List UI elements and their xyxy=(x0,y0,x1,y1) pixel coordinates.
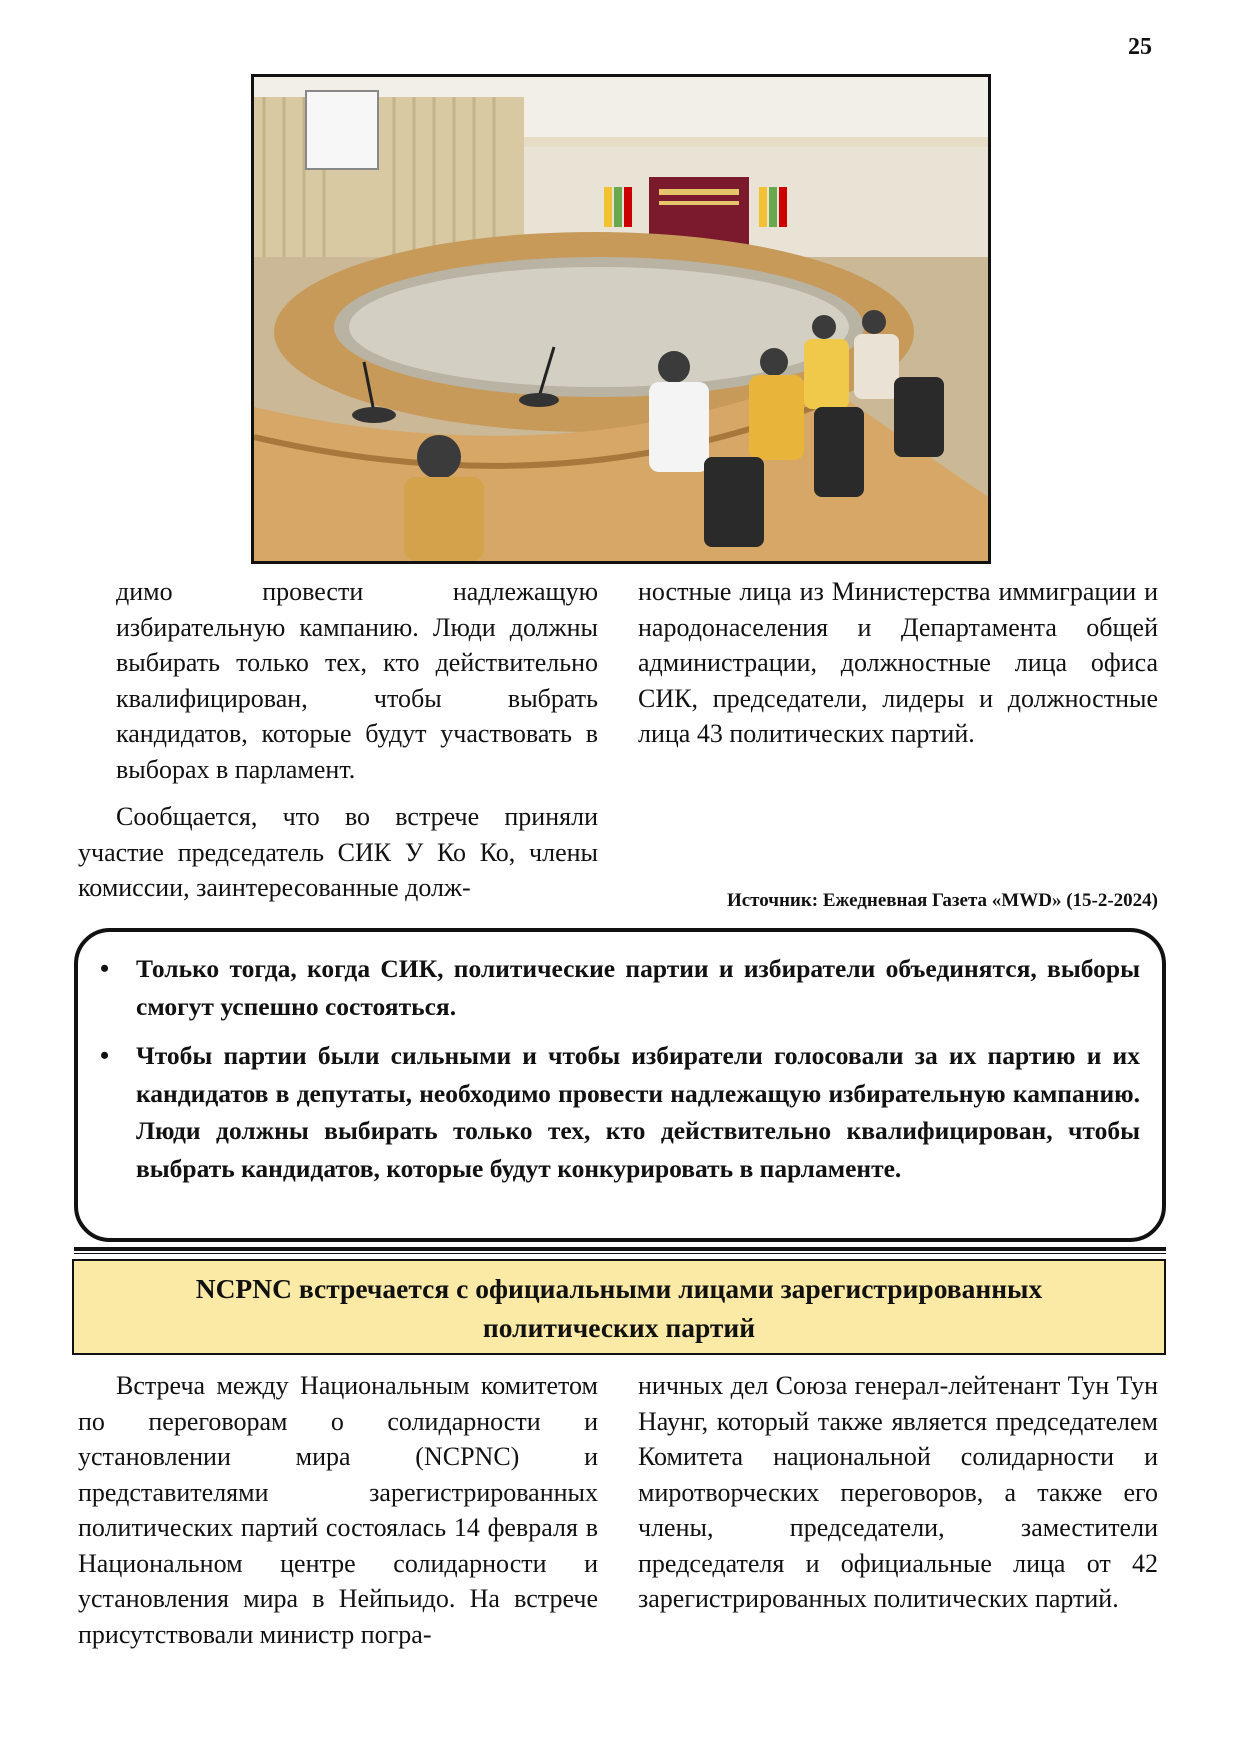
article1-left-paragraph-2: Сообщается, что во встрече приняли участие председатель СИК У Ко Ко, члены комиссии, заинтересованные долж- xyxy=(78,802,598,902)
article1-right-paragraph-1: ностные лица из Министерства иммиграции и народонаселения и Департамента общей администрации, должностные лица офиса СИК, председатели, лидеры и должностные лица 43 политических партий. xyxy=(638,577,1158,748)
article2-headline xyxy=(72,1259,1166,1355)
key-point-text: Чтобы партии были сильными и чтобы избиратели голосовали за их партию и их кандидатов в депутаты, необходимо провести надлежащую избирательную кампанию. Люди должны выбирать только тех, кто действительно квалифицирован, чтобы выбрать кандидатов, которые будут конкурировать в парламенте. xyxy=(136,1041,1140,1183)
key-points-box xyxy=(74,928,1166,1242)
key-points-list xyxy=(100,950,1140,1187)
key-point-item xyxy=(100,950,1140,1025)
article2-left-paragraph-1: Встреча между Национальным комитетом по переговорам о солидарности и установлении мира (NCPNC) и представителями зарегистрированных политических партий состоялась 14 февраля в Национальном центре солидарности и установления мира в Нейпьидо. На встрече присутствовали министр погра- xyxy=(78,1371,598,1649)
meeting-photo xyxy=(251,74,991,564)
conference-hall-photo-icon xyxy=(254,77,988,561)
key-point-item xyxy=(100,1037,1140,1187)
article2-right-column xyxy=(638,1368,1158,1617)
bullet-icon: • xyxy=(100,954,110,983)
article1-left-paragraph-1: димо провести надлежащую избирательную кампанию. Люди должны выбирать только тех, кто действительно квалифицирован, чтобы выбрать кандидатов, которые будут участвовать в выборах в парламент. xyxy=(116,577,598,784)
key-point-text: Только тогда, когда СИК, политические партии и избиратели объединятся, выборы смогут успешно состояться. xyxy=(136,954,1140,1021)
article2-left-column xyxy=(78,1368,598,1652)
article1-left-column xyxy=(78,574,598,906)
page-number: 25 xyxy=(1128,34,1152,60)
article2-right-paragraph-1: ничных дел Союза генерал-лейтенант Тун Тун Наунг, который также является председателем Комитета национальной солидарности и миротворческих переговоров, а также его члены, председатели, заместители председателя и официальные лица от 42 зарегистрированных политических партий. xyxy=(638,1371,1158,1613)
bullet-icon: • xyxy=(100,1041,110,1070)
source-citation: Источник: Ежедневная Газета «MWD» (15-2-2024) xyxy=(726,890,1158,911)
section-divider-thin xyxy=(74,1253,1166,1254)
section-divider-thick xyxy=(74,1247,1166,1251)
headline-line-1: NCPNC встречается с официальными лицами зарегистрированных xyxy=(195,1273,1043,1304)
article1-right-column xyxy=(638,574,1158,752)
headline-line-2: политических партий xyxy=(482,1312,756,1343)
